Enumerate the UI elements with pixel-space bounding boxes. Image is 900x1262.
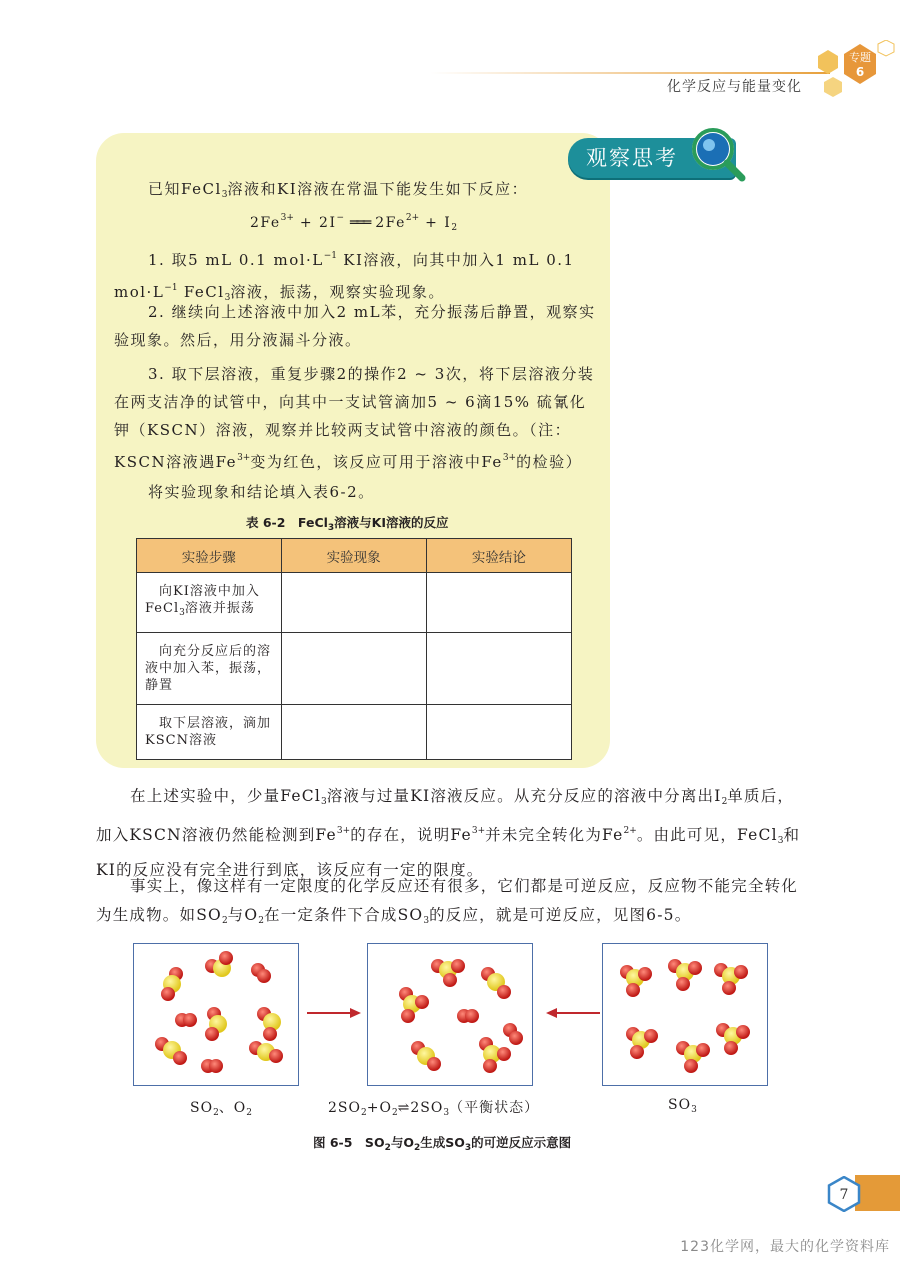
experiment-table: [136, 538, 572, 760]
equilibrium-molecules-illustration: [368, 944, 532, 1085]
hexagon-outline-icon: [878, 40, 894, 56]
observe-think-badge: 观察思考: [568, 138, 736, 178]
paragraph-2: 事实上，像这样有一定限度的化学反应还有很多，它们都是可逆反应，反应物不能完全转化为生成物。如$SO_2$与$O_2$在一定条件下合成$SO_3$的反应，就是可逆反应，见图6-5。: [96, 877, 799, 926]
step-1: 1. 取5 mL 0.1 $mol\cdot L^{-1}$ KI溶液，向其中加入1 mL 0.1 $mol\cdot L^{-1}$ FeCl$_3$溶液，振荡，观察实验现象。: [114, 251, 575, 303]
reactant-molecules-illustration: [134, 944, 298, 1085]
reaction-equation: $2Fe^{3+} + 2I^-$ ═══ $2Fe^{2+} + I_2$: [250, 213, 458, 233]
figure-panel-equilibrium: [367, 943, 533, 1086]
row-2-conclusion[interactable]: [426, 633, 571, 705]
arrow-head-left-icon: [546, 1007, 558, 1019]
arrow-head-right-icon: [350, 1007, 362, 1019]
row-3-conclusion[interactable]: [426, 705, 571, 760]
row-1-conclusion[interactable]: [426, 573, 571, 633]
step-2: 2. 继续向上述溶液中加入2 mL苯，充分振荡后静置，观察实验现象。然后，用分液漏斗分液。: [114, 303, 596, 349]
hexagon-icon: [824, 77, 842, 97]
hexagon-decoration: [800, 40, 900, 110]
figure-panel-reactants: [133, 943, 299, 1086]
label-equilibrium: $2SO_2+O_2\rightleftharpoons 2SO_3$（平衡状态）: [328, 1100, 540, 1118]
magnifier-icon: [688, 124, 746, 182]
reverse-arrow: [552, 1012, 600, 1014]
table-row: [137, 705, 572, 760]
page-number: 7: [839, 1187, 849, 1203]
paragraph-1: 在上述实验中，少量FeCl$_3$溶液与过量KI溶液反应。从充分反应的溶液中分离出$I_2$单质后，加入KSCN溶液仍然能检测到$Fe^{3+}$的存在，说明$Fe^{3+}$并未完全转化为$Fe^{2+}$。由此可见，FeCl$_3$和KI的反应没有完全进行到底，该反应有一定的限度。: [96, 787, 801, 879]
label-reactants: $SO_2$、$O_2$: [190, 1100, 253, 1118]
page-number-badge: [826, 1176, 862, 1212]
product-molecules-illustration: [603, 944, 767, 1085]
chapter-label: 专题: [849, 51, 871, 64]
figure-caption: 图 6-5 $SO_2$与$O_2$生成$SO_3$的可逆反应示意图: [313, 1135, 572, 1153]
step-3: 3. 取下层溶液，重复步骤2的操作2 ~ 3次，将下层溶液分装在两支洁净的试管中，向其中一支试管滴加5 ~ 6滴15% 硫氰化钾（KSCN）溶液，观察并比较两支试管中溶液的颜色。（注：KSCN溶液遇$Fe^{3+}$变为红色，该反应可用于溶液中$Fe^{3+}$的检验）: [114, 365, 595, 471]
table-row: [137, 573, 572, 633]
header-step: 实验步骤: [137, 539, 282, 573]
figure-panel-products: [602, 943, 768, 1086]
header-rule: [430, 72, 830, 74]
table-caption: 表 6-2 FeCl$_3$溶液与KI溶液的反应: [246, 515, 449, 533]
header-phenomenon: 实验现象: [281, 539, 426, 573]
table-header-row: [137, 539, 572, 573]
chapter-title: 化学反应与能量变化: [667, 79, 802, 95]
header-conclusion: 实验结论: [426, 539, 571, 573]
table-row: [137, 633, 572, 705]
row-3-step: 取下层溶液，滴加KSCN溶液: [137, 705, 282, 760]
row-3-phenomenon[interactable]: [281, 705, 426, 760]
row-2-phenomenon[interactable]: [281, 633, 426, 705]
fill-instruction: 将实验现象和结论填入表6-2。: [148, 483, 375, 501]
watermark-footer: 123化学网，最大的化学资料库: [680, 1239, 890, 1255]
row-1-step: 向KI溶液中加入 FeCl$_3$溶液并振荡: [137, 573, 282, 633]
label-products: $SO_3$: [668, 1097, 697, 1115]
row-2-step: 向充分反应后的溶液中加入苯，振荡，静置: [137, 633, 282, 705]
row-1-phenomenon[interactable]: [281, 573, 426, 633]
hexagon-icon: [818, 50, 838, 74]
chapter-number: 6: [855, 65, 865, 79]
intro-line: 已知FeCl$_3$溶液和KI溶液在常温下能发生如下反应：: [148, 180, 529, 200]
